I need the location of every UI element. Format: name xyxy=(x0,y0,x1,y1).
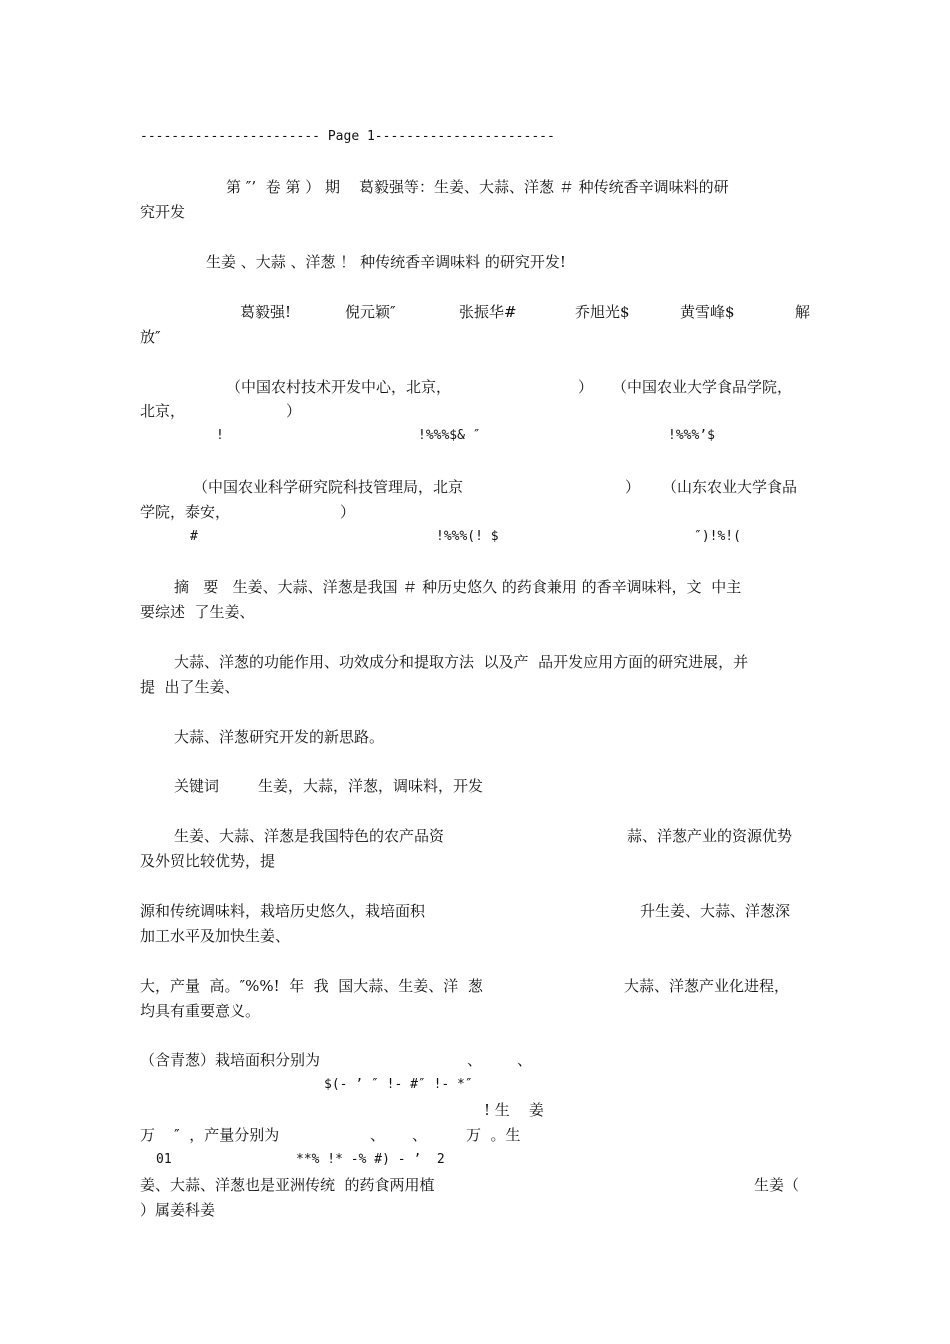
body-line: 万 。生 xyxy=(466,1126,521,1144)
body-punct: 、 xyxy=(412,1126,428,1144)
body-line: （含青葱）栽培面积分别为 xyxy=(140,1051,321,1069)
body-punct: 、 xyxy=(517,1051,533,1069)
abstract-line: 提 出了生姜、 xyxy=(140,678,240,696)
abstract-line: 大蒜、洋葱研究开发的新思路。 xyxy=(174,728,385,746)
affiliation-paren: ） xyxy=(578,378,594,396)
abstract-line: 大蒜、洋葱的功能作用、功效成分和提取方法 以及产 品开发应用方面的研究进展，并 xyxy=(174,653,749,671)
body-line: 生姜、大蒜、洋葱是我国特色的农产品资 xyxy=(174,827,445,845)
affiliation-code: !%%%$& ″ xyxy=(418,428,481,443)
abstract-line: 要综述 了生姜、 xyxy=(140,603,255,621)
body-line: 姜、大蒜、洋葱也是亚洲传统 的药食两用植 xyxy=(140,1176,435,1194)
keywords-value: 生姜，大蒜，洋葱，调味料，开发 xyxy=(258,777,484,795)
article-title: 生姜 、大蒜 、洋葱 ！ 种传统香辛调味料 的研究开发! xyxy=(206,253,566,271)
affiliation-paren: ） xyxy=(286,402,302,420)
affiliation-code: !%%%(! $ xyxy=(436,529,499,544)
affiliation-code: ″)!%!( xyxy=(694,529,741,544)
body-line: 蒜、洋葱产业的资源优势 xyxy=(627,827,793,845)
body-line: 及外贸比较优势，提 xyxy=(140,852,276,870)
body-line: 均具有重要意义。 xyxy=(140,1002,261,1020)
affiliation-code: !%%%’$ xyxy=(668,428,715,443)
affiliation-paren: ） xyxy=(625,478,641,496)
author-name: 解 xyxy=(795,303,811,321)
author-name: 乔旭光$ xyxy=(575,303,630,321)
affiliation-code: # xyxy=(190,529,198,544)
affiliation-text: （中国农业科学研究院科技管理局，北京 xyxy=(193,478,464,496)
affiliation-paren: ） xyxy=(340,503,356,521)
body-line: 源和传统调味料，栽培历史悠久，栽培面积 xyxy=(140,902,426,920)
keywords-label: 关键词 xyxy=(174,777,220,795)
running-header-line1: 第 ″’ 卷 第 ） 期 葛毅强等：生姜、大蒜、洋葱 ＃ 种传统香辛调味料的研 xyxy=(226,178,729,196)
affiliation-text: （中国农村技术开发中心，北京， xyxy=(226,378,452,396)
body-line: 升生姜、大蒜、洋葱深 xyxy=(640,902,791,920)
body-code: **% !* -% #) - ’ 2 xyxy=(296,1152,445,1167)
abstract-line: 摘 要 生姜、大蒜、洋葱是我国 ＃ 种历史悠久 的药食兼用 的香辛调味料，文 中主 xyxy=(174,578,742,596)
body-punct: 、 xyxy=(370,1126,386,1144)
author-name: 倪元颖″ xyxy=(345,303,396,321)
body-line: 加工水平及加快生姜、 xyxy=(140,927,291,945)
body-line: 大蒜、洋葱产业化进程， xyxy=(624,977,790,995)
body-line: ! 生 姜 xyxy=(484,1101,544,1119)
affiliation-code: ! xyxy=(216,428,224,443)
body-code: 01 xyxy=(156,1152,172,1167)
body-line: 生姜（ xyxy=(754,1176,800,1194)
affiliation-text: 北京， xyxy=(140,402,186,420)
author-name-continued: 放″ xyxy=(140,328,161,346)
body-code: $(- ’ ″ !- #″ !- *″ xyxy=(324,1077,473,1092)
body-line: 万 ″ ，产量分别为 xyxy=(140,1126,280,1144)
page-separator: ----------------------- Page 1----------------------- xyxy=(140,129,555,144)
body-line: ）属姜科姜 xyxy=(140,1201,216,1219)
author-name: 葛毅强! xyxy=(240,303,292,321)
body-punct: 、 xyxy=(467,1051,483,1069)
author-name: 黄雪峰$ xyxy=(680,303,735,321)
author-name: 张振华# xyxy=(459,303,517,321)
affiliation-text: （山东农业大学食品 xyxy=(662,478,798,496)
affiliation-text: 学院，泰安， xyxy=(140,503,231,521)
affiliation-text: （中国农业大学食品学院， xyxy=(612,378,793,396)
running-header-line2: 究开发 xyxy=(140,203,186,221)
body-line: 大，产量 高。″%%! 年 我 国大蒜、生姜、洋 葱 xyxy=(140,977,483,995)
